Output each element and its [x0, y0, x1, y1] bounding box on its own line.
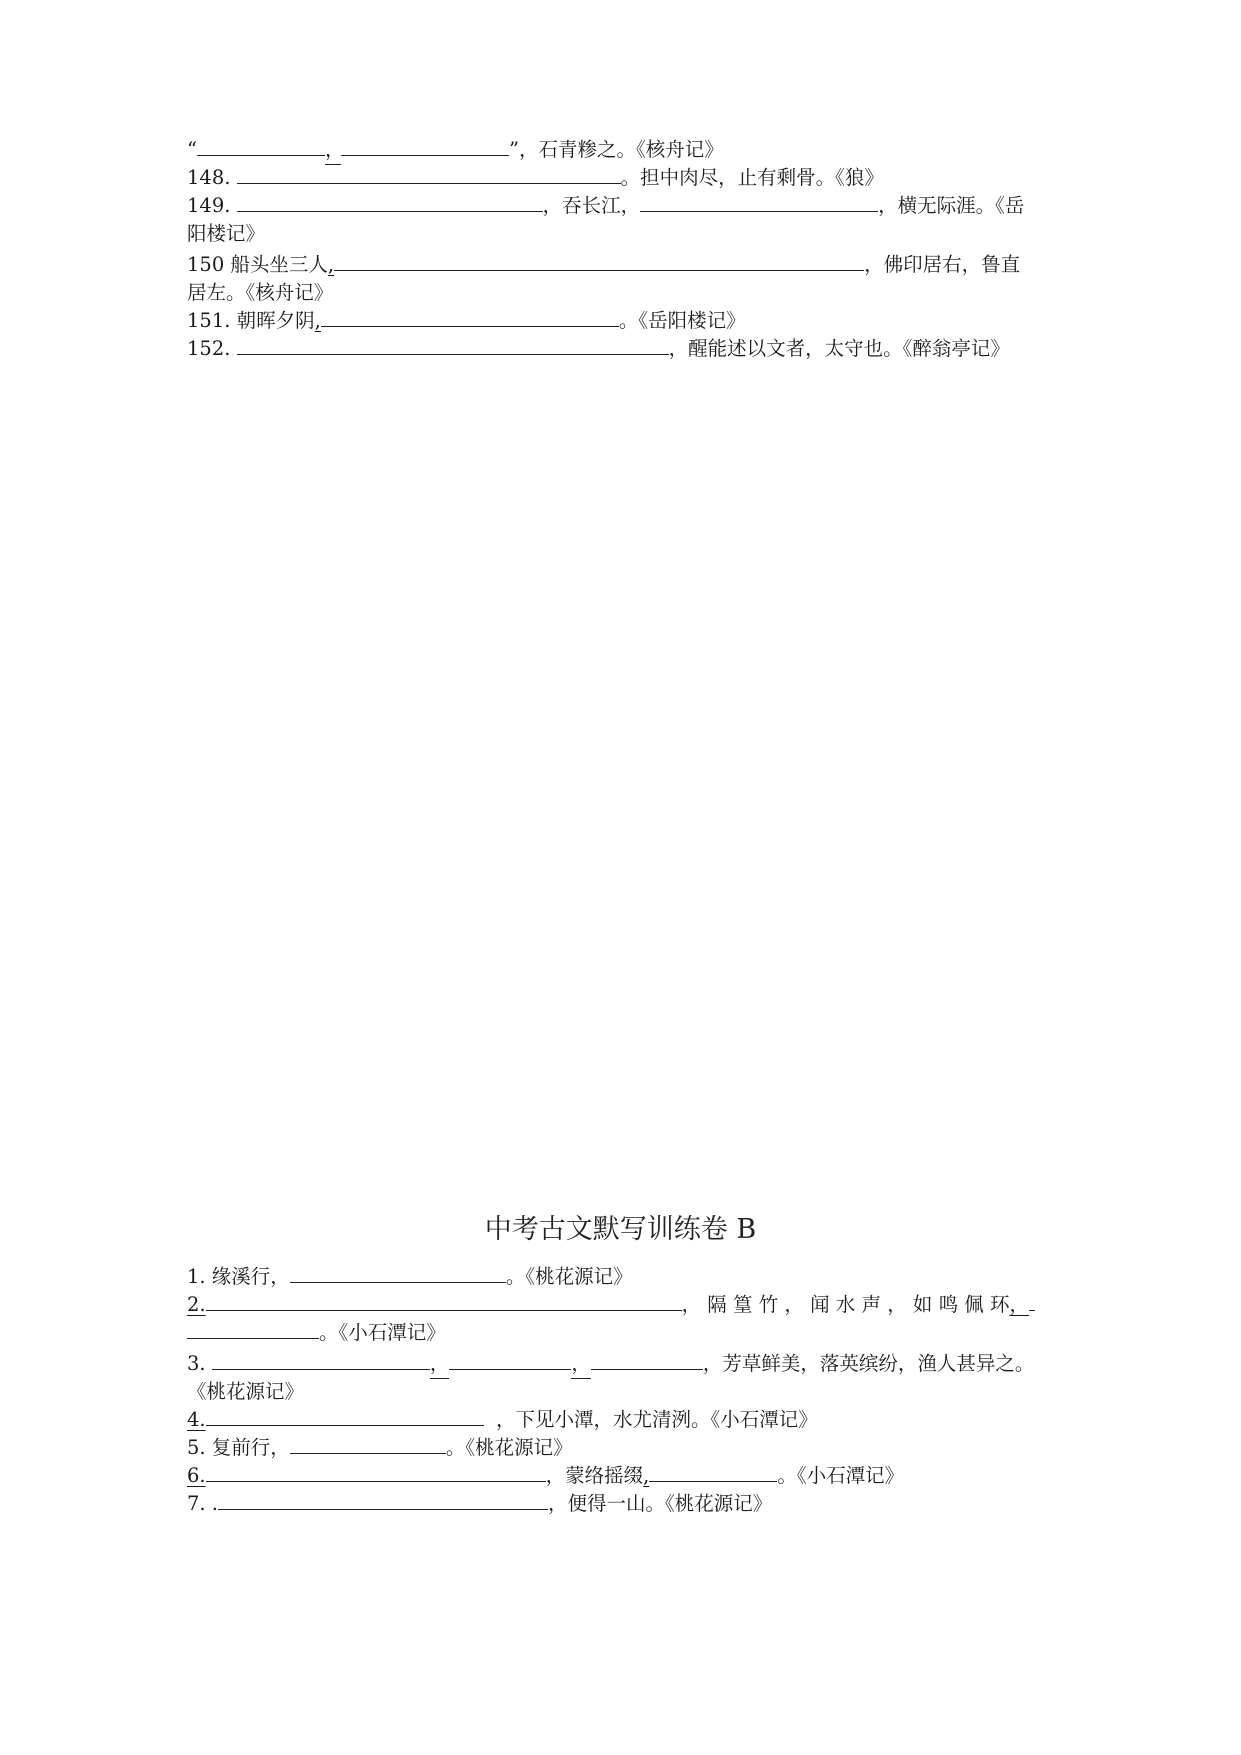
question-151: [187, 307, 746, 335]
underlined-comma: ,: [643, 1464, 650, 1487]
underlined-comma: ,: [327, 253, 335, 276]
open-quote: “: [187, 138, 197, 161]
answer-blank[interactable]: [649, 1462, 777, 1482]
page-title: 中考古文默写训练卷 B: [484, 1214, 757, 1245]
question-text: 。《岳阳楼记》: [618, 309, 746, 332]
answer-blank[interactable]: [206, 1462, 546, 1482]
question-text: ，芳草鲜美，落英缤纷，渔人甚异之。: [702, 1352, 1035, 1375]
question-6: [187, 1462, 904, 1490]
question-152: [187, 335, 1010, 363]
question-text: ，下见小潭，水尤清洌。《小石潭记》: [496, 1408, 818, 1431]
answer-blank[interactable]: [212, 1350, 430, 1370]
answer-blank[interactable]: [187, 1319, 319, 1339]
question-number: 148.: [187, 166, 231, 189]
question-text: 。《小石潭记》: [777, 1464, 905, 1487]
question-150-continued: 居左。《核舟记》: [187, 281, 334, 304]
question-text: ，醒能述以文者，太守也。《醉翁亭记》: [668, 337, 1010, 360]
answer-blank[interactable]: [237, 192, 543, 212]
question-number: 2.: [187, 1293, 206, 1316]
question-text: ， 隔 篁 竹 ， 闻 水 声 ， 如 鸣 佩 环: [681, 1293, 1010, 1316]
separator: ，: [430, 1350, 450, 1379]
comma: ，: [325, 136, 341, 165]
question-148: [187, 164, 884, 192]
answer-blank[interactable]: [206, 1406, 484, 1426]
question-text: ，蒙络摇缀: [545, 1464, 644, 1487]
answer-blank[interactable]: [341, 136, 509, 156]
question-147: [187, 136, 724, 165]
question-number: 6.: [187, 1464, 206, 1487]
question-7: [187, 1490, 772, 1518]
question-text: 5. 复前行，: [187, 1436, 290, 1459]
question-text: 1. 缘溪行，: [187, 1265, 290, 1288]
question-149-continued: 阳楼记》: [187, 222, 266, 245]
underlined-comma: ,: [314, 309, 321, 332]
question-text: ，横无际涯。《岳: [878, 194, 1025, 217]
question-text: 。《小石潭记》: [319, 1321, 446, 1344]
answer-blank[interactable]: [197, 136, 325, 156]
question-2-continued: [187, 1319, 446, 1347]
question-text: 。担中肉尽，止有剩骨。《狼》: [620, 166, 884, 189]
answer-blank[interactable]: [1029, 1291, 1035, 1311]
answer-blank[interactable]: [321, 307, 619, 327]
question-5: [187, 1434, 573, 1462]
separator: ，: [571, 1350, 591, 1379]
question-number: 4.: [187, 1408, 206, 1431]
question-text: ”，石青糁之。《核舟记》: [508, 138, 724, 161]
question-text: 151. 朝晖夕阴: [187, 309, 315, 332]
answer-blank[interactable]: [206, 1291, 682, 1311]
question-2: [187, 1291, 1035, 1319]
question-3-continued: 《桃花源记》: [187, 1380, 305, 1403]
answer-blank[interactable]: [237, 164, 621, 184]
answer-blank[interactable]: [237, 335, 669, 355]
question-text: ，吞长江，: [542, 194, 641, 217]
question-number: 149.: [187, 194, 231, 217]
question-149: [187, 192, 1024, 220]
answer-blank[interactable]: [290, 1263, 506, 1283]
question-150: [187, 251, 1020, 279]
answer-blank[interactable]: [290, 1434, 446, 1454]
question-text: 150 船头坐三人: [187, 253, 328, 276]
question-4: [187, 1406, 818, 1434]
answer-blank[interactable]: [334, 251, 864, 271]
question-1: [187, 1263, 633, 1291]
underlined-comma: ，: [1009, 1293, 1030, 1316]
question-text: ，便得一山。《桃花源记》: [548, 1492, 773, 1515]
question-number: 152.: [187, 337, 231, 360]
answer-blank[interactable]: [218, 1490, 548, 1510]
question-text: 。《桃花源记》: [445, 1436, 573, 1459]
question-number: 3.: [187, 1352, 206, 1375]
question-number: 7. .: [187, 1492, 219, 1515]
question-3: [187, 1350, 1034, 1379]
question-text: 。《桃花源记》: [505, 1265, 633, 1288]
question-text: ，佛印居右，鲁直: [864, 253, 1021, 276]
answer-blank[interactable]: [449, 1350, 571, 1370]
answer-blank[interactable]: [591, 1350, 703, 1370]
answer-blank[interactable]: [640, 192, 878, 212]
